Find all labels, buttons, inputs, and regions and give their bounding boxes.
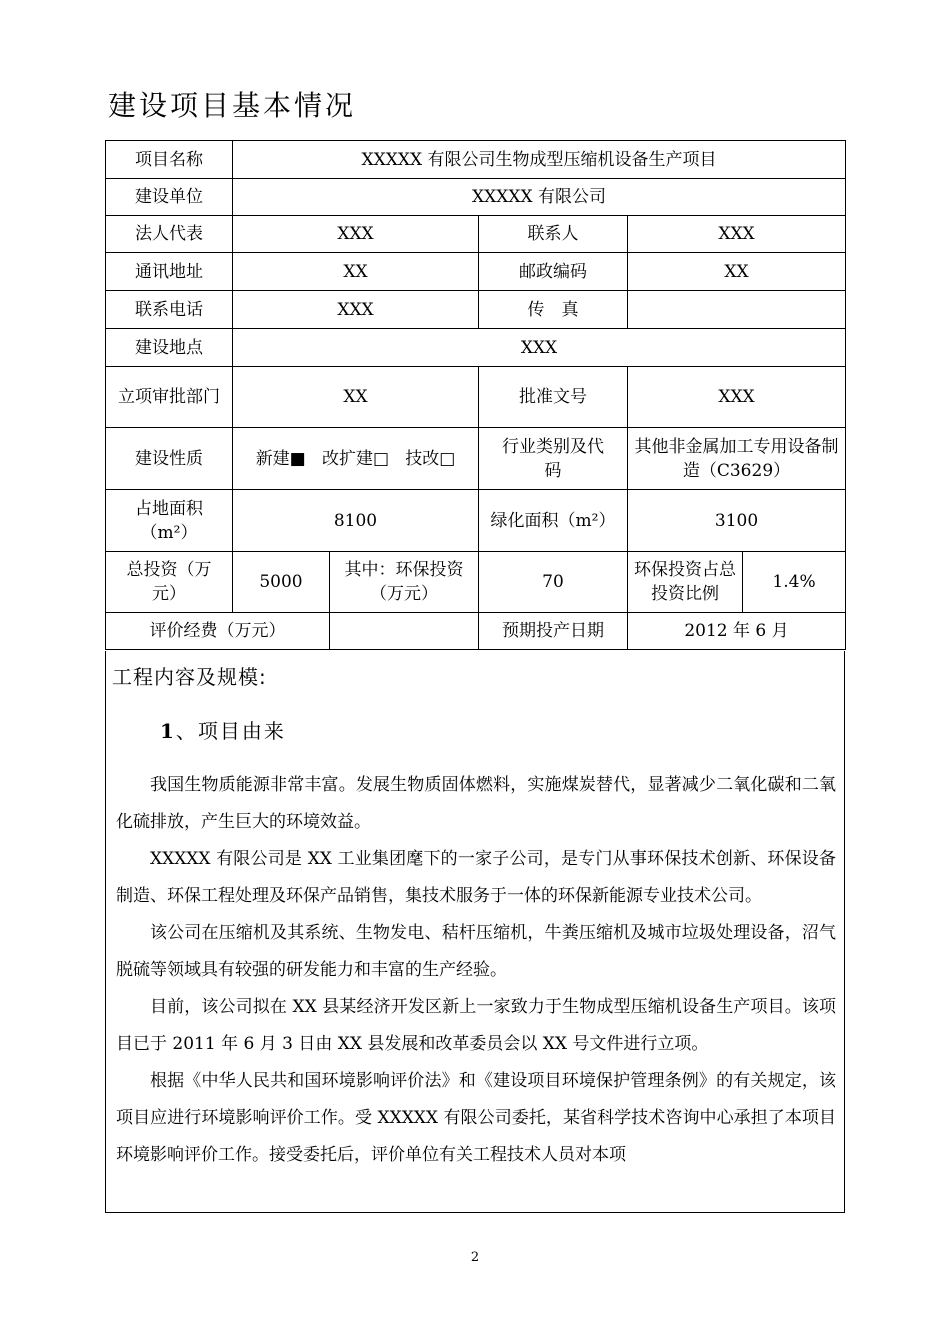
nature-new: 新建■: [255, 448, 306, 469]
green-area-label: 绿化面积（m²）: [479, 490, 628, 552]
table-row: [106, 367, 846, 428]
contact-label: 联系人: [479, 216, 628, 253]
env-invest-value: 70: [479, 552, 628, 613]
eval-fee-label: 评价经费（万元）: [106, 613, 330, 650]
address-label: 通讯地址: [106, 253, 233, 291]
nature-value: [233, 428, 479, 490]
total-invest-label: 总投资（万元）: [106, 552, 233, 613]
legal-rep-value: XXX: [233, 216, 479, 253]
fax-value: [628, 291, 846, 329]
approval-doc-label: 批准文号: [479, 367, 628, 428]
area-label: 占地面积（m²）: [106, 490, 233, 552]
builder-value: XXXXX 有限公司: [233, 179, 846, 216]
table-row: [106, 216, 846, 253]
project-name-label: 项目名称: [106, 141, 233, 179]
fax-label: 传 真: [479, 291, 628, 329]
sub-heading-number: 1: [160, 719, 176, 743]
table-row: [106, 329, 846, 367]
approval-dept-value: XX: [233, 367, 479, 428]
sub-heading: [160, 715, 286, 744]
env-ratio-label: 环保投资占总投资比例: [628, 552, 743, 613]
industry-label: 行业类别及代码: [479, 428, 628, 490]
page-number: 2: [470, 1250, 480, 1265]
green-area-value: 3100: [628, 490, 846, 552]
env-invest-label: 其中：环保投资（万元）: [330, 552, 479, 613]
table-row: [106, 552, 846, 613]
body-text: [116, 767, 836, 1174]
phone-label: 联系电话: [106, 291, 233, 329]
page-title: 建设项目基本情况: [108, 89, 357, 122]
sub-heading-title: 、项目由来: [175, 719, 286, 743]
paragraph: 我国生物质能源非常丰富。发展生物质固体燃料，实施煤炭替代，显著减少二氧化碳和二氧化硫排放，产生巨大的环境效益。: [116, 775, 836, 832]
approval-dept-label: 立项审批部门: [106, 367, 233, 428]
approval-doc-value: XXX: [628, 367, 846, 428]
paragraph: 目前，该公司拟在 XX 县某经济开发区新上一家致力于生物成型压缩机设备生产项目。该项目已于 2011 年 6 月 3 日由 XX 县发展和改革委员会以 XX 号文件进行立项。: [116, 997, 836, 1054]
eval-fee-value: [330, 613, 479, 650]
postcode-label: 邮政编码: [479, 253, 628, 291]
legal-rep-label: 法人代表: [106, 216, 233, 253]
paragraph: 该公司在压缩机及其系统、生物发电、秸杆压缩机，牛粪压缩机及城市垃圾处理设备，沼气脱硫等领域具有较强的研发能力和丰富的生产经验。: [116, 923, 836, 980]
postcode-value: XX: [628, 253, 846, 291]
area-value: 8100: [233, 490, 479, 552]
start-date-label: 预期投产日期: [479, 613, 628, 650]
industry-value: 其他非金属加工专用设备制造（C3629）: [628, 428, 846, 490]
total-invest-value: 5000: [233, 552, 330, 613]
site-value: XXX: [233, 329, 846, 367]
project-info-table: [105, 140, 846, 650]
paragraph: 根据《中华人民共和国环境影响评价法》和《建设项目环境保护管理条例》的有关规定，该项目应进行环境影响评价工作。受 XXXXX 有限公司委托，某省科学技术咨询中心承担了本项目环境影响评价工作。接受委托后，评价单位有关工程技术人员对本项: [116, 1071, 836, 1165]
start-date-value: 2012 年 6 月: [628, 613, 846, 650]
project-content-box: [105, 651, 845, 1213]
builder-label: 建设单位: [106, 179, 233, 216]
phone-value: XXX: [233, 291, 479, 329]
project-name-value: XXXXX 有限公司生物成型压缩机设备生产项目: [233, 141, 846, 179]
paragraph: XXXXX 有限公司是 XX 工业集团麾下的一家子公司，是专门从事环保技术创新、环保设备制造、环保工程处理及环保产品销售，集技术服务于一体的环保新能源专业技术公司。: [116, 849, 836, 906]
nature-label: 建设性质: [106, 428, 233, 490]
section-heading: 工程内容及规模:: [112, 665, 267, 689]
nature-expand: 改扩建□: [321, 448, 390, 469]
site-label: 建设地点: [106, 329, 233, 367]
table-row: [106, 141, 846, 179]
nature-tech: 技改□: [405, 448, 456, 469]
env-ratio-value: 1.4%: [743, 552, 846, 613]
table-row: [106, 428, 846, 490]
table-row: [106, 253, 846, 291]
table-row: [106, 179, 846, 216]
table-row: [106, 490, 846, 552]
address-value: XX: [233, 253, 479, 291]
table-row: [106, 613, 846, 650]
table-row: [106, 291, 846, 329]
contact-value: XXX: [628, 216, 846, 253]
